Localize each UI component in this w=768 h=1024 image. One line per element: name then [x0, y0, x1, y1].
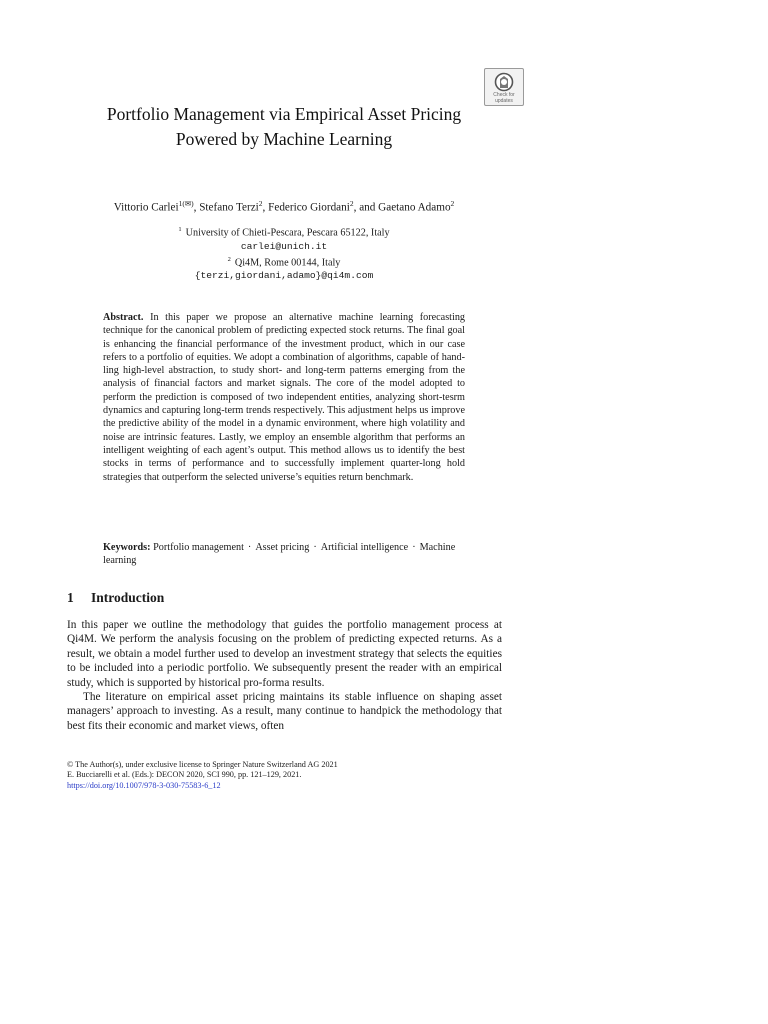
author-affil-mark: 2 — [258, 199, 263, 208]
affiliation-number: 1 — [178, 226, 182, 233]
affiliation-1 — [80, 223, 488, 240]
author-name: Federico Giordani — [268, 201, 350, 214]
author-name: Gaetano Adamo — [378, 201, 451, 214]
paper-title: Portfolio Management via Empirical Asset Pricing Powered by Machine Learning — [106, 104, 462, 149]
check-updates-icon — [494, 72, 514, 92]
affiliations — [80, 223, 488, 283]
keyword-separator: · — [247, 542, 252, 553]
affiliation-text: Qi4M, Rome 00144, Italy — [234, 257, 341, 269]
author-list: Vittorio Carlei$^{1(✉)}$, Stefano Terzi$^2$, Federico Giordani$^2$, and Gaetano Adamo$^2$ — [113, 199, 455, 214]
author-name: Stefano Terzi — [199, 201, 259, 214]
check-for-updates-badge[interactable] — [484, 68, 524, 106]
author-affil-mark: 1(✉) — [178, 199, 194, 208]
paragraph: The literature on empirical asset pricing maintains its stable influence on shaping asset managers’ approach to investing. As a result, many continue to handpick the methodology that best fits their economic and market views, often — [67, 691, 502, 732]
abstract-text: In this paper we propose an alternative machine learning forecasting technique for the canonical problem of predicting expected stock returns. The final goal is enhancing the financial performance of the investment product, which in our case refers to a portfolio of equities. We adopt a combination of algorithms, capable of hand-ling high-level abstraction, to study short- and long-term patterns emerging from the analysis of financial factors and market signals. The core of the model adopted to perform the prediction is composed of two independent entities, analyzing short-tesrm dynamics and capturing long-term trends respectively. This adjustment helps us improve the predictive ability of the model in a dynamic environment, where high volatility and noise are intrinsic features. Lastly, we employ an ensemble algorithm that performs an intelligent weighting of each agent’s output. This method allows us to identify the best stocks in terms of performance and to successfully implement quarter-long hold strategies that outperform the selected universe’s equities return benchmark. — [103, 312, 466, 483]
paragraph: In this paper we outline the methodology that guides the portfolio management process at Qi4M. We perform the analysis focusing on the problem of predicting expected returns. As a result, we obtain a model further used to develop an investment strategy that selects the equities to be included into a periodic portfolio. We subsequently present the reader with an empirical study, which is supported by historical pro-forma results. — [67, 619, 502, 689]
author-name[interactable]: Vittorio Carlei — [113, 201, 179, 214]
author-conjunction: and — [359, 201, 376, 214]
body-text — [67, 618, 502, 733]
keywords — [103, 541, 465, 568]
abstract — [103, 311, 465, 484]
doi-link[interactable]: https://doi.org/10.1007/978-3-030-75583-6_12 — [67, 780, 221, 790]
abstract-label: Abstract. — [103, 312, 144, 323]
affiliation-2 — [80, 253, 488, 270]
footer — [67, 760, 507, 791]
section-title: Introduction — [91, 590, 165, 605]
keyword-separator: · — [412, 542, 416, 553]
section-heading — [67, 589, 164, 607]
copyright-line: © The Author(s), under exclusive license to Springer Nature Switzerland AG 2021 — [67, 760, 338, 769]
email-2[interactable]: {terzi,giordani,adamo}@qi4m.com — [194, 270, 374, 282]
keywords-label: Keywords: — [103, 542, 151, 553]
keyword-separator: · — [313, 542, 317, 553]
author-affil-mark: 2 — [349, 199, 354, 208]
badge-label: Check for updates — [493, 92, 515, 104]
affiliation-text: University of Chieti-Pescara, Pescara 65122, Italy — [185, 227, 390, 239]
keyword: Machine learning — [103, 542, 456, 567]
affiliation-number: 2 — [227, 255, 231, 263]
keyword: Artificial intelligence — [320, 542, 409, 553]
email-1[interactable]: carlei@unich.it — [240, 240, 328, 252]
author-affil-mark: 2 — [450, 199, 455, 208]
citation-line: E. Bucciarelli et al. (Eds.): DECON 2020, SCI 990, pp. 121–129, 2021. — [67, 770, 302, 780]
section-number: 1 — [67, 590, 74, 605]
keyword: Portfolio management — [153, 542, 244, 553]
keyword: Asset pricing — [255, 542, 310, 553]
